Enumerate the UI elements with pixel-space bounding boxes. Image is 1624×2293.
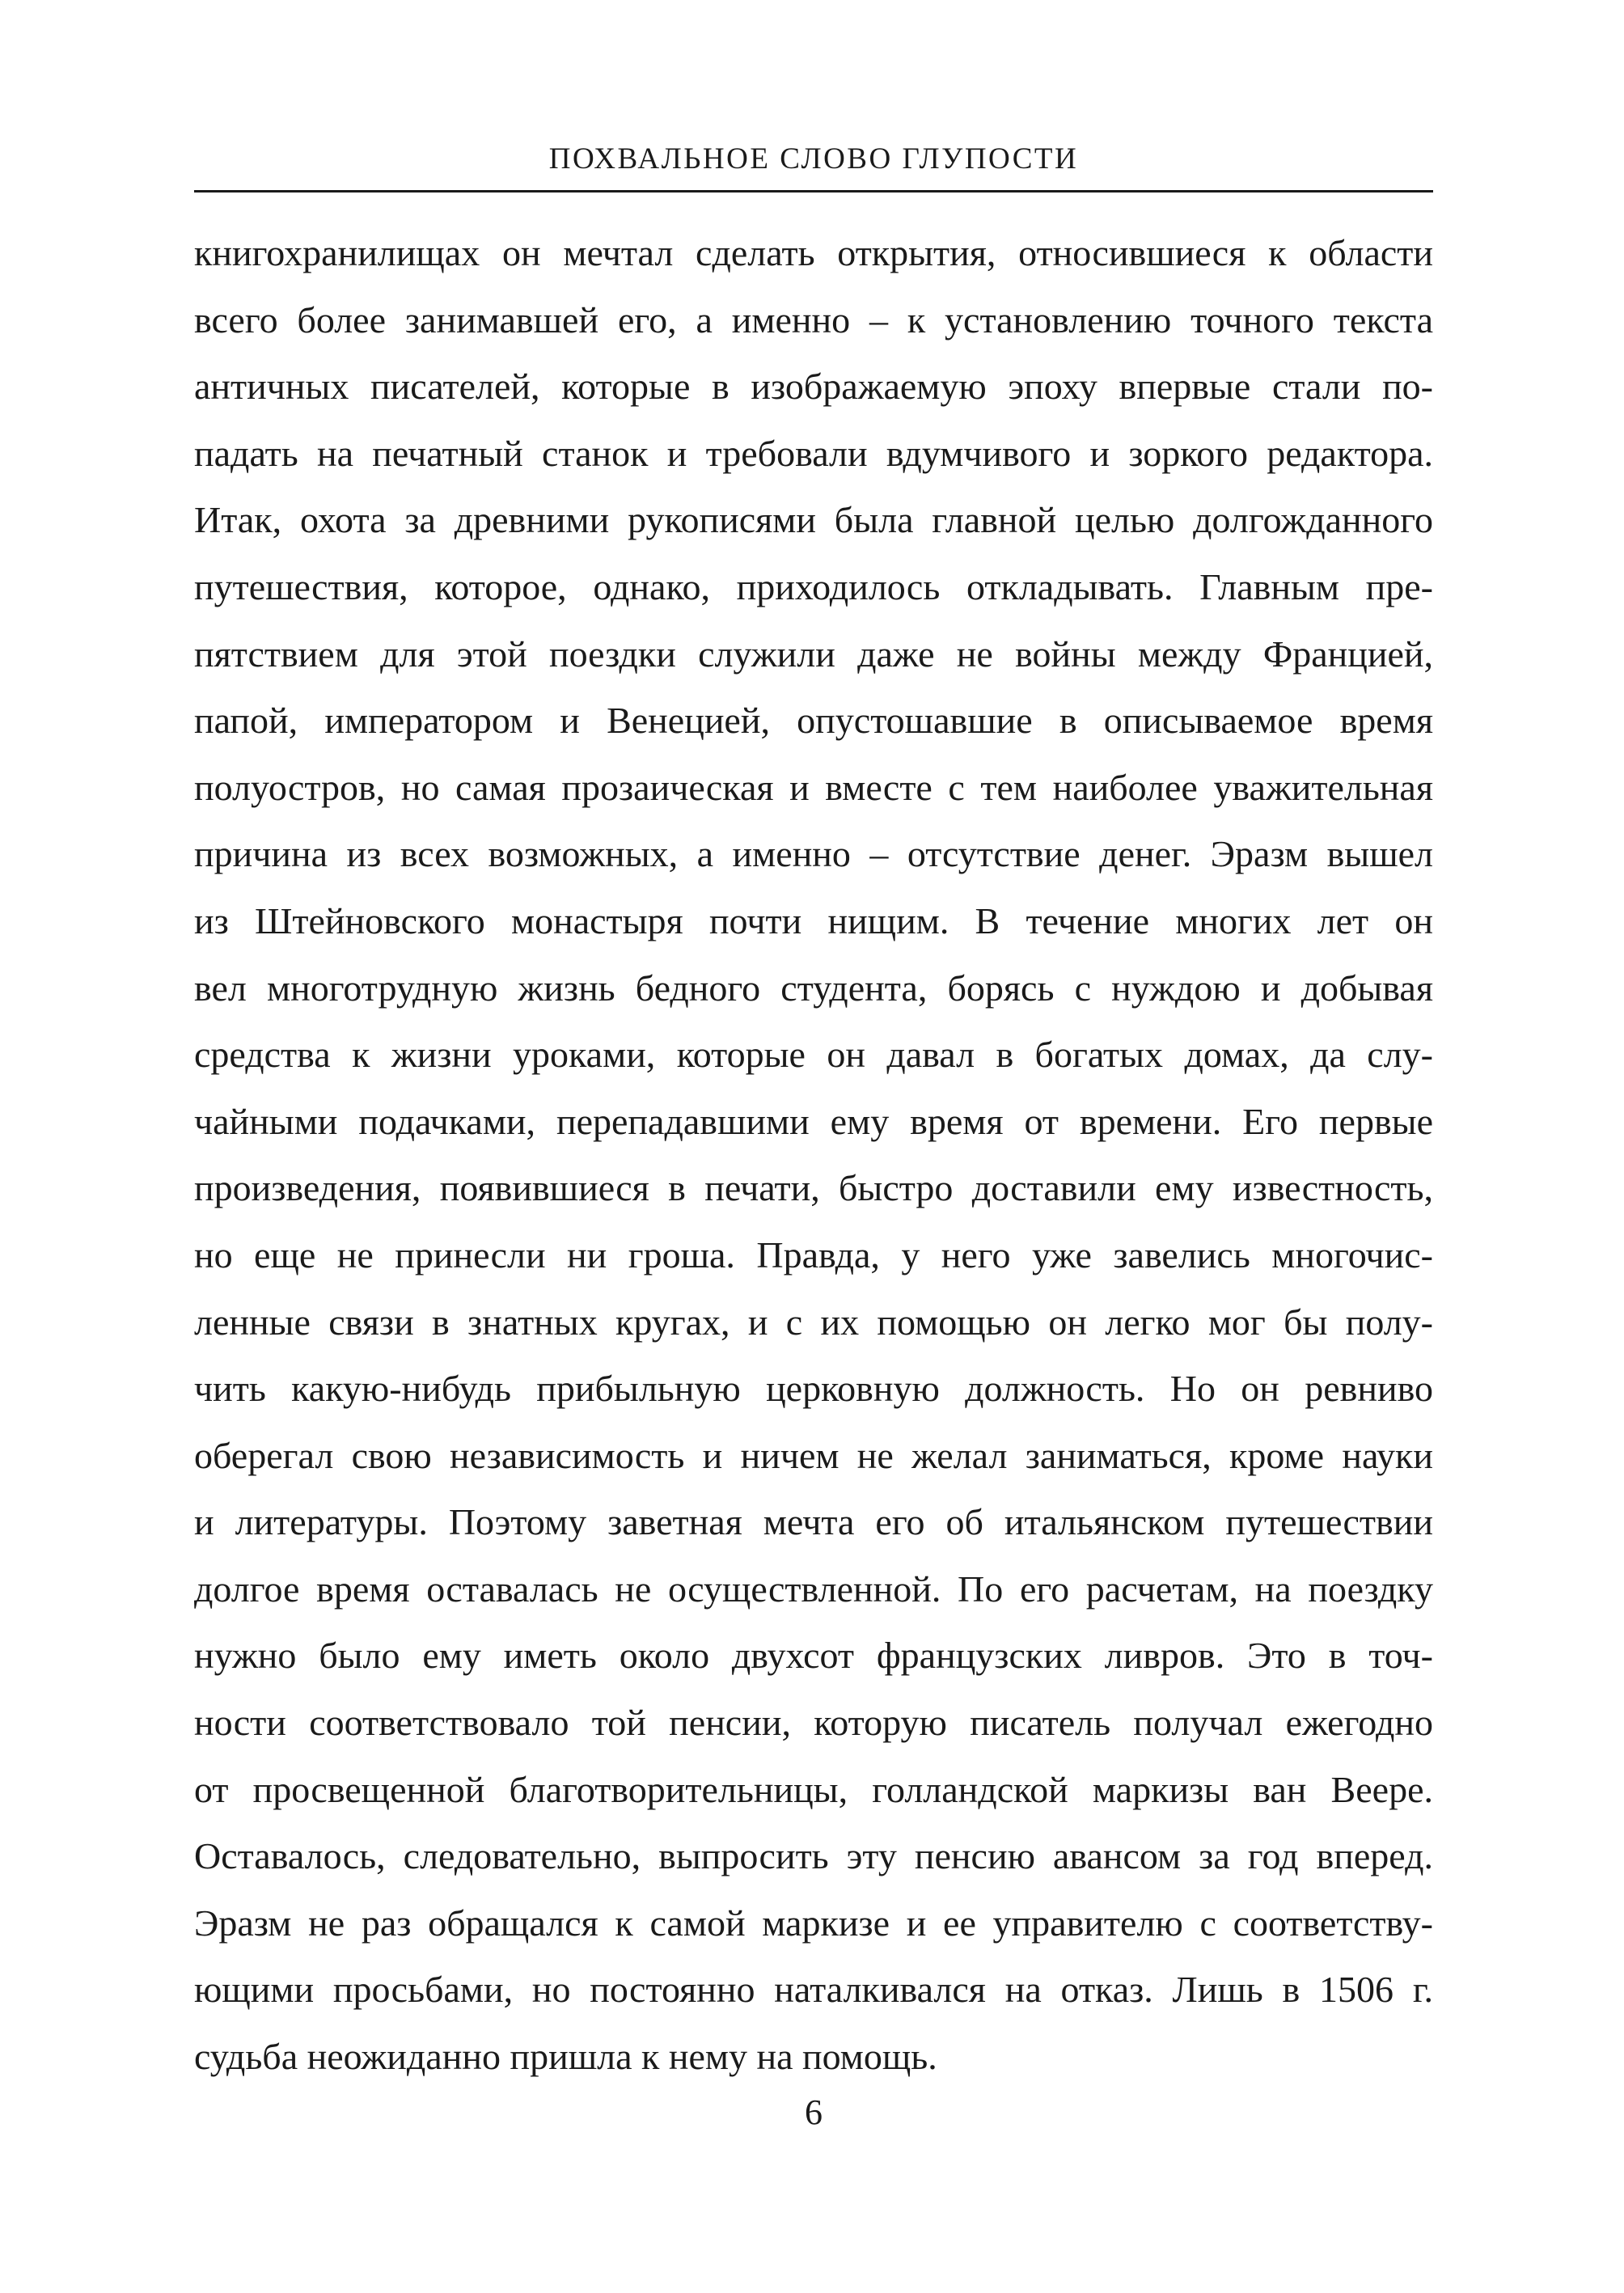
text-line: всего более занимавшей его, а именно – к установлению точного текста xyxy=(194,298,1433,341)
text-line: падать на печатный станок и требовали вдумчивого и зоркого редактора. xyxy=(194,432,1433,474)
text-line: ющими просьбами, но постоянно наталкивался на отказ. Лишь в 1506 г. xyxy=(194,1969,1433,2011)
text-line: судьба неожиданно пришла к нему на помощь. xyxy=(194,2036,937,2078)
text-line: произведения, появившиеся в печати, быстро доставили ему известность, xyxy=(194,1167,1433,1209)
text-line: чить какую-нибудь прибыльную церковную должность. Но он ревниво xyxy=(194,1368,1433,1410)
text-line: долгое время оставалась не осуществленной. По его расчетам, на поездку xyxy=(194,1567,1433,1610)
text-line: путешествия, которое, однако, приходилось откладывать. Главным пре- xyxy=(194,565,1433,607)
text-line: пятствием для этой поездки служили даже не войны между Францией, xyxy=(194,632,1433,675)
running-head-title: ПОХВАЛЬНОЕ СЛОВО ГЛУПОСТИ xyxy=(548,142,1079,176)
body-text xyxy=(194,220,1433,2091)
page-number: 6 xyxy=(805,2092,823,2132)
text-line: ленные связи в знатных кругах, и с их помощью он легко мог бы полу- xyxy=(194,1301,1433,1343)
text-line: Оставалось, следовательно, выпросить эту пенсию авансом за год вперед. xyxy=(194,1835,1433,1877)
text-line: оберегал свою независимость и ничем не желал заниматься, кроме науки xyxy=(194,1434,1433,1476)
text-line: средства к жизни уроками, которые он давал в богатых домах, да слу- xyxy=(194,1034,1433,1076)
text-line: чайными подачками, перепадавшими ему время от времени. Его первые xyxy=(194,1100,1433,1142)
text-line: ности соответствовало той пенсии, которую писатель получал ежегодно xyxy=(194,1702,1433,1744)
header-rule xyxy=(194,190,1433,192)
text-line: Эразм не раз обращался к самой маркизе и ее управителю с соответству- xyxy=(194,1902,1433,1944)
text-line: Итак, охота за древними рукописями была главной целью долгожданного xyxy=(194,499,1433,541)
text-line: полуостров, но самая прозаическая и вместе с тем наиболее уважительная xyxy=(194,766,1433,808)
text-line: причина из всех возможных, а именно – отсутствие денег. Эразм вышел xyxy=(194,833,1433,875)
text-line: нужно было ему иметь около двухсот французских ливров. Это в точ- xyxy=(194,1635,1433,1677)
text-line: и литературы. Поэтому заветная мечта его об итальянском путешествии xyxy=(194,1501,1433,1543)
text-line: папой, императором и Венецией, опустошавшие в описываемое время xyxy=(194,700,1433,742)
text-line: книгохранилищах он мечтал сделать открытия, относившиеся к области xyxy=(194,232,1433,273)
text-line: от просвещенной благотворительницы, голландской маркизы ван Веере. xyxy=(194,1768,1433,1810)
text-line: вел многотрудную жизнь бедного студента, борясь с нуждою и добывая xyxy=(194,967,1433,1009)
text-line: но еще не принесли ни гроша. Правда, у него уже завелись многочис- xyxy=(194,1233,1433,1276)
text-line: из Штейновского монастыря почти нищим. В течение многих лет он xyxy=(194,899,1433,941)
text-line: античных писателей, которые в изображаемую эпоху впервые стали по- xyxy=(194,366,1433,408)
